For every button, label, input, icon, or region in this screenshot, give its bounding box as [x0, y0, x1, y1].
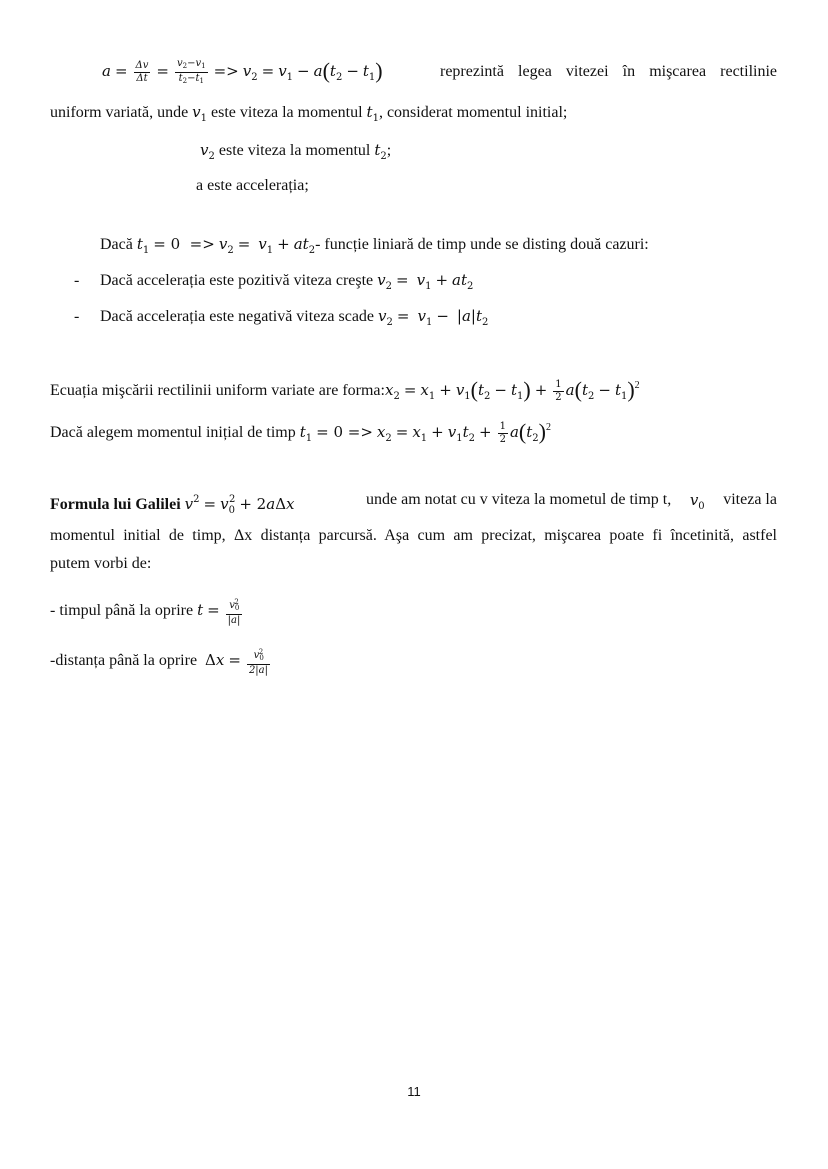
case-positive: - Dacă accelerația este pozitivă viteza creşte $v_2 = v_1 + at_2$: [74, 271, 474, 292]
stop-time-formula: - timpul până la oprire t = $\frac{v_0^2}{|a|}$: [50, 598, 241, 626]
text-fragment: - funcție liniară de timp unde se disting două cazuri:: [315, 236, 649, 253]
cases-intro-line: Dacă $t_1 = 0 => v_2 = v_1 + at_2-$ funcție liniară de timp unde se disting două cazuri:: [100, 235, 649, 256]
text-fragment: - timpul până la oprire: [50, 602, 194, 620]
acceleration-formula: a = $\frac{\Delta v}{\Delta t}$ = $\frac{v_2-v_1}{t_2-t_1}$ => $v_2 = v_1 - a(t_2 - t_1)$: [102, 58, 383, 85]
text-fragment: -distanța până la oprire: [50, 652, 198, 670]
text-fragment: Dacă alegem momentul inițial de timp: [50, 424, 296, 441]
galilei-formula: Formula lui Galilei $v^2 = v_0^2 + 2a\Delta x$: [50, 494, 295, 516]
text-fragment: unde am notat cu v viteza la mometul de timp t,: [366, 491, 672, 508]
acceleration-definition-line: a este accelerația;: [196, 177, 309, 194]
initial-moment-line: Dacă alegem momentul inițial de timp $t_1 = 0 => x_2 = x_1 + v_1t_2$ + $\frac{1}{2}$ $a(t_2)^2$: [50, 419, 551, 445]
text-fragment: Dacă accelerația este negativă viteza scade: [100, 308, 375, 325]
text-fragment: viteza la: [723, 491, 777, 508]
motion-equation-line: Ecuația mişcării rectilinii uniform variate are $forma:x_2 = x_1 + v_1(t_2 - t_1)$ + $\frac{1}{2}$ $a(t_2 - t_1)^2$: [50, 377, 640, 403]
page-number: 11: [407, 1084, 421, 1099]
galilei-line3: putem vorbi de:: [50, 555, 152, 572]
text-fragment: , considerat momentul initial;: [378, 104, 568, 121]
case-negative: - Dacă accelerația este negativă viteza scade $v_2 = v_1 - |a|t_2$: [74, 307, 489, 328]
text-fragment: este viteza la momentul: [211, 104, 363, 121]
galilei-line2: momentul initial de timp, Δx distanța parcursă. Aşa cum am precizat, mişcarea poate fi încetinită, astfel: [50, 527, 777, 544]
text-fragment: uniform variată, unde: [50, 104, 189, 121]
text-fragment: Ecuația mişcării rectilinii uniform variate are forma:: [50, 382, 385, 399]
text-fragment: este viteza la momentul: [218, 142, 371, 159]
velocity-definition-line: uniform variată, unde $v_1$ este viteza la momentul $t_1$, considerat momentul initial;: [50, 103, 568, 124]
galilei-explanation: unde am notat cu v viteza la mometul de timp t, $v_0$ viteza la: [366, 490, 777, 517]
text-fragment: Dacă: [100, 236, 133, 253]
velocity-law-text: reprezintă legea vitezei în mişcarea rectilinie: [440, 63, 777, 80]
stop-distance-formula: -distanța până la oprire Δx = $\frac{v_0^2}{2|a|}$: [50, 648, 268, 676]
text-fragment: Dacă accelerația este pozitivă viteza creşte: [100, 272, 374, 289]
galilei-title: Formula lui Galilei: [50, 496, 181, 513]
v2-definition-line: $v_2$ este viteza la momentul $t_2$;: [200, 141, 392, 162]
